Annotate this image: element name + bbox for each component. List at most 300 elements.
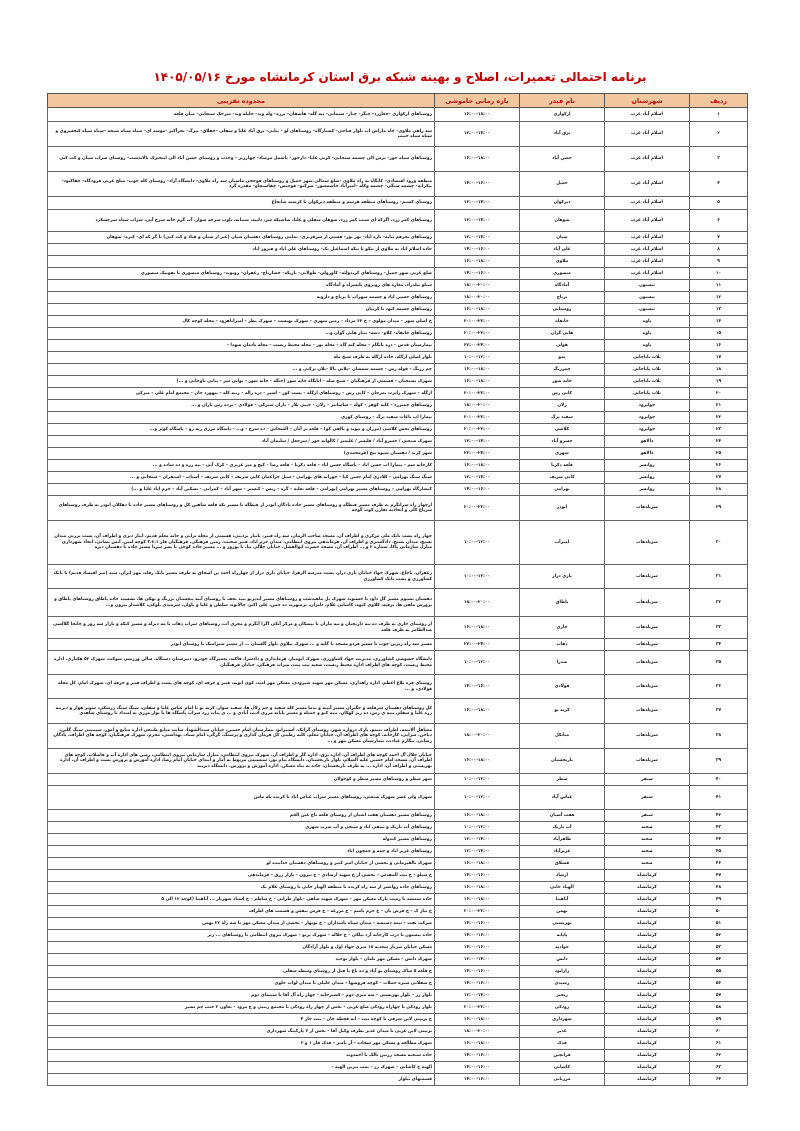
row-number-cell: ۲۷ <box>690 472 748 484</box>
table-row <box>48 496 748 521</box>
city-cell: اسلام آباد غرب <box>605 268 690 280</box>
feeder-cell: شوهان <box>520 210 605 232</box>
table-row <box>48 352 748 364</box>
time-cell: ۱۴:۰۰-۱۶:۰۰ <box>435 1062 520 1074</box>
feeder-cell: نارنجستان <box>520 749 605 774</box>
city-cell: کرمانشاه <box>605 1026 690 1038</box>
row-number-cell: ۱۷ <box>690 352 748 364</box>
feeder-cell: رشیدی <box>520 978 605 990</box>
row-number-cell: ۵۸ <box>690 1002 748 1014</box>
city-cell: سرپلذهاب <box>605 749 690 774</box>
table-row <box>48 1014 748 1026</box>
time-cell: ۲۰:۰۰-۲۲:۰۰ <box>435 412 520 424</box>
time-cell: ۱۲:۰۰-۱۴:۰۰ <box>435 990 520 1002</box>
city-cell: اسلام آباد غرب <box>605 147 690 172</box>
area-cell: جاده بیستون تا درب کارخانه آرد بیلکی – خ جلاله – شهرک پرتو – شهرک نیروی انتظامی تا روستاهای ... زیر <box>48 930 435 942</box>
time-cell: ۱۲:۰۰-۱۴:۰۰ <box>435 122 520 147</box>
city-cell: اسلام آباد غرب <box>605 197 690 210</box>
time-cell: ۱۰:۰۰-۱۲:۰۰ <box>435 822 520 834</box>
time-cell: ۱۲:۰۰-۱۴:۰۰ <box>435 472 520 484</box>
area-cell: روستای قره بلاغ اعظم، اداره راهداری، مسکن مهر شهید شیرودی، مسکن مهر امید، کوی اتوبه، قنبر و حرفه ای، کوچه های پشت و اطراف قنبر و حرفه ای، شهرک امام، کل محله فولادی، و ... <box>48 675 435 699</box>
city-cell: بیستون <box>605 292 690 304</box>
feeder-cell: کاشانی <box>520 1062 605 1074</box>
table-row <box>48 122 748 147</box>
time-cell: ۱۶:۰۰-۱۸:۰۰ <box>435 858 520 870</box>
table-header-row <box>48 94 748 108</box>
feeder-cell: روستایی <box>520 304 605 316</box>
table-row <box>48 328 748 340</box>
row-number-cell: ۶۱ <box>690 1038 748 1050</box>
feeder-cell: عزیزآباد <box>520 846 605 858</box>
feeder-cell: آب باریک <box>520 822 605 834</box>
area-cell: شهرک بسیجیان – قسمتی از فرهنگیان – شیخ صله – ابانگاه خانه شور (جنگه – خانه شور – بوانی سر – بنانی تاوخانی و ...) <box>48 376 435 388</box>
table-row <box>48 244 748 256</box>
time-cell: ۱۴:۰۰-۱۶:۰۰ <box>435 244 520 256</box>
table-row <box>48 268 748 280</box>
feeder-cell: پاطاق <box>520 589 605 617</box>
time-cell: ۱۴:۰۰-۱۶:۰۰ <box>435 675 520 699</box>
city-cell: سرپلذهاب <box>605 724 690 749</box>
table-row <box>48 364 748 376</box>
table-row <box>48 589 748 617</box>
area-cell: روستاهای تحرقم پنانه– تازه اباد– نور نور– قستی از سرقرنزی– تمامی روستاهای دهستان شیان (غیر از شیان و قباد و کت کنی) تا گر که ای– کنره– شوهان <box>48 232 435 244</box>
area-cell: سه راهی ملاوی– چاه ماراش اب بلوار فتاحی– کشتارگاه– روستاهای لو – بنانی– برق آباد علیا و سفلی –چقلاق– بیرگ– تجرآکبر –موسه ای– سیاه سیاه شیخه –سیاه سیاه کیخسروی و سیاه سیاه حبیب <box>48 122 435 147</box>
feeder-cell: آناهیتا <box>520 894 605 906</box>
area-cell: شهر سطر و روستاهای مسیر سطر و کوخولان <box>48 774 435 786</box>
feeder-cell: دانش <box>520 954 605 966</box>
row-number-cell: ۲۰ <box>690 388 748 400</box>
row-number-cell: ۶ <box>690 210 748 232</box>
feeder-cell: شهرداری <box>520 1014 605 1026</box>
area-cell: کنشارگاه بهرامی – روستاهای مسیر بهرامی (بهرامی – قلعه تعلیه – گره – ریس – کنستر – شهر آباد – کمرانی – نسکین آباد – خرم اباد علیا و ...) <box>48 484 435 496</box>
area-cell: روستاهای بخش کلاشی (مزران و بیوند و بالفی کو) – قلعه بر آبان – الشحاس – ده سرخ – و... – پاسگاه مرزی ریه رو – پاسگاه کوئر و... <box>48 424 435 436</box>
table-row <box>48 810 748 822</box>
feeder-cell: قشلاق <box>520 858 605 870</box>
row-number-cell: ۱۸ <box>690 364 748 376</box>
city-cell: دالاهو <box>605 436 690 448</box>
header-row-number: ردیف <box>690 94 748 108</box>
area-cell: جاده سنجبه مسجد رزنین تالک تا احمدوند <box>48 1050 435 1062</box>
time-cell: ۱۴:۰۰-۱۶:۰۰ <box>435 918 520 930</box>
feeder-cell: مبانکل <box>520 724 605 749</box>
time-cell: ۱۸:۰۰-۲۰:۰۰ <box>435 292 520 304</box>
time-cell: ۱۰:۰۰-۱۲:۰۰ <box>435 521 520 565</box>
table-row <box>48 565 748 589</box>
table-row <box>48 412 748 424</box>
feeder-cell: برناج <box>520 292 605 304</box>
row-number-cell: ۴۰ <box>690 774 748 786</box>
time-cell: ۱۲:۰۰-۱۴:۰۰ <box>435 954 520 966</box>
table-row <box>48 210 748 232</box>
time-cell: ۱۶:۰۰-۱۸:۰۰ <box>435 894 520 906</box>
time-cell: ۱۴:۰۰-۱۶:۰۰ <box>435 870 520 882</box>
time-cell: ۱۴:۰۰-۱۶:۰۰ <box>435 1050 520 1062</box>
feeder-cell: کلاشی <box>520 424 605 436</box>
table-row <box>48 197 748 210</box>
row-number-cell: ۲ <box>690 122 748 147</box>
feeder-cell: برق آباد <box>520 122 605 147</box>
area-cell: روستاهای خانقاه– کلاو– دشه– بیناز هانی گوان و... <box>48 328 435 340</box>
table-row <box>48 906 748 918</box>
table-row <box>48 400 748 412</box>
feeder-cell: بازی دراز <box>520 565 605 589</box>
time-cell: ۲۰:۰۰-۲۲:۰۰ <box>435 906 520 918</box>
time-cell: ۱۰:۰۰-۱۲:۰۰ <box>435 352 520 364</box>
table-row <box>48 1026 748 1038</box>
row-number-cell: ۴۷ <box>690 870 748 882</box>
row-number-cell: ۳۷ <box>690 699 748 724</box>
feeder-cell: فرانچین <box>520 1050 605 1062</box>
area-cell: خ شقلانی ستره جملات – کوچه فروشها – میدان خلیلی تا میدان لواب حلوی <box>48 978 435 990</box>
area-cell: چهار راه پشت بانک ملی مرکزی و اطراف آن، مسجد صاحب الزمان، سه راه قنبر، بانیار بزدینی، قسمتی از محله ترانی و خانه معلم قدیم، انبار دیزی و اطراف آن، پست بزرتی میدان بسیج، میدان بسیج، دادگستری و اطراف آن، فرماندهی نیروی انتظامی، میدان خرم اباد، قنبر صحبت، زمین فرهنگی، فرهنگیان فاز ۳،۲،۱ کوچه امین، آتش نشانی، اتحاد شهرداری منازل سازمانی پاکا، شماره ۲ و ... اطراف آن، مسجد حضرت ابوالفضل، خیابان جلالی نیا، تا نوروز و ... مسیر جاده کوچی تا نصر سرتا مسیر جاده تا دهستان دیره <box>48 521 435 565</box>
row-number-cell: ۵ <box>690 197 748 210</box>
time-cell: ۱۶:۰۰-۱۸:۰۰ <box>435 108 520 122</box>
area-cell: سنگ سنگ بهرامی – کلادری امام حسن کیا – خوزانه های بهرامی – سیل چراغمان کانی شریف – کانی شریف – آسیاب – اسنقران – سنجانی و ... <box>48 472 435 484</box>
city-cell: سرپلذهاب <box>605 589 690 617</box>
feeder-cell: رنجبر <box>520 990 605 1002</box>
city-cell: کرمانشاه <box>605 918 690 930</box>
feeder-cell: خسرو آباد <box>520 436 605 448</box>
time-cell: ۱۶:۰۰-۱۸:۰۰ <box>435 699 520 724</box>
area-cell: ازگله – شهرک زایرت نمرجان – کانی رش – روستاهای ازگله – پشت کور – اسپر – دره زاله – زینه کله – بنهورد جان – مجتمع امام علی – میرکی <box>48 388 435 400</box>
time-cell: ۱۸:۰۰-۲۰:۰۰ <box>435 1026 520 1038</box>
table-row <box>48 675 748 699</box>
area-cell: بلوار اصلی ازگله، جاده ازگله به طرف شیخ مله <box>48 352 435 364</box>
table-body <box>48 108 748 1086</box>
row-number-cell: ۲۵ <box>690 448 748 460</box>
row-number-cell: ۵۹ <box>690 1014 748 1026</box>
feeder-cell: دیرکوان <box>520 197 605 210</box>
row-number-cell: ۴ <box>690 172 748 197</box>
time-cell: ۱۰:۰۰-۱۲:۰۰ <box>435 774 520 786</box>
area-cell: شهر کرند / دهستان شیوه نیچ (قرمحمدی) <box>48 448 435 460</box>
city-cell: پاوه <box>605 328 690 340</box>
area-cell: زعفران، پاچاغ، شهرک جهاد خیابان بازی دراز، پشت مدرسه الزهرا، خیابان بازی دراز از چهارراه احمد بن اسحاق به طرف مسیر بانک رفاه، مهر ایران، سید (میر اقتصاد قدیم) تا بانک کشاورزی و پشت بانک کشاورزی <box>48 565 435 589</box>
feeder-cell: غدیر <box>520 1026 605 1038</box>
table-row <box>48 699 748 724</box>
feeder-cell: حمیل <box>520 172 605 197</box>
city-cell: سرپلذهاب <box>605 617 690 639</box>
feeder-cell: جوادیه <box>520 942 605 954</box>
area-cell: قسمتهای نیلوار <box>48 1074 435 1086</box>
row-number-cell: ۵۵ <box>690 966 748 978</box>
area-cell: خ قلعه ۵ ساک روستای نو آباد و ده باغ تا قبل از روستای وسطه سفلی <box>48 966 435 978</box>
area-cell: روستاهای مسیر دهستان هفت اشیان از روستای قلعه تاج عین الخم <box>48 810 435 822</box>
table-row <box>48 460 748 472</box>
row-number-cell: ۱۴ <box>690 316 748 328</box>
table-row <box>48 617 748 639</box>
time-cell: ۱۴:۰۰-۱۶:۰۰ <box>435 172 520 197</box>
row-number-cell: ۸ <box>690 244 748 256</box>
feeder-cell: ارکوازی <box>520 108 605 122</box>
time-cell: ۲۲:۰۰-۲۴:۰۰ <box>435 448 520 460</box>
area-cell: خ سیلو – خ بیت المقدس – بخشی از خ شهید ارشادی – ج بیرون – بازار رزق – فرماندهی <box>48 870 435 882</box>
area-cell: دانشگاه خصوصی کشاورزی، مدیریت جهاد کشاورزی، شهرک ابومبار، فرمانداری و دادسرا، فاکیه، تعمیرگاه خودرو، دبیرستان دستگاه، سالن ورزشی شوکت، شهرک ۵۲ هکتاری، اداره محیط زیست، کوچه های اطراف اداره محیط زیست، شعبه ثبت پیت، میراث فرهنگی، خیابان فرهنگیان <box>48 651 435 675</box>
feeder-cell: بمو <box>520 352 605 364</box>
feeder-cell: علی آباد <box>520 244 605 256</box>
table-row <box>48 834 748 846</box>
area-cell: خ نیاز ک – خ فرش بان – خ خرم یاشم – خ مزرعه – خ فرش بنفش و قسمت های اطراف <box>48 906 435 918</box>
row-number-cell: ۱۱ <box>690 280 748 292</box>
row-number-cell: ۴۶ <box>690 858 748 870</box>
city-cell: کرمانشاه <box>605 1074 690 1086</box>
city-cell: روانسر <box>605 460 690 472</box>
table-row <box>48 786 748 810</box>
city-cell: کرمانشاه <box>605 1062 690 1074</box>
city-cell: کرمانشاه <box>605 1002 690 1014</box>
feeder-cell: ذهاب <box>520 639 605 651</box>
city-cell: ثلاث باباجانی <box>605 364 690 376</box>
row-number-cell: ۶۳ <box>690 1062 748 1074</box>
outage-schedule-table <box>47 93 748 1086</box>
row-number-cell: ۵۶ <box>690 978 748 990</box>
time-cell: ۱۴:۰۰-۱۶:۰۰ <box>435 966 520 978</box>
area-cell: شهرک مطالعه و مسکن مهر سجاده – آر پامتر – فدک فاز ۱ و ۲ <box>48 1038 435 1050</box>
city-cell: صحنه <box>605 846 690 858</box>
time-cell: ۱۰:۰۰-۱۲:۰۰ <box>435 786 520 810</box>
feeder-cell: سطر <box>520 774 605 786</box>
table-row <box>48 894 748 906</box>
time-cell: ۱۶:۰۰-۱۸:۰۰ <box>435 376 520 388</box>
row-number-cell: ۴۳ <box>690 822 748 834</box>
feeder-cell: شهری <box>520 448 605 460</box>
city-cell: سنقر <box>605 786 690 810</box>
area-cell: مسکن خیابان سرباز سعدیه ۱۸ متری جهاد اول و بلوار آزادگان <box>48 942 435 954</box>
city-cell: کرمانشاه <box>605 990 690 1002</box>
city-cell: دالاهو <box>605 448 690 460</box>
time-cell: ۱۶:۰۰-۱۸:۰۰ <box>435 364 520 376</box>
header-time: بازه زمانی خاموشی <box>435 94 520 108</box>
time-cell: ۱۲:۰۰-۱۴:۰۰ <box>435 834 520 846</box>
table-row <box>48 858 748 870</box>
row-number-cell: ۳۴ <box>690 639 748 651</box>
city-cell: کرمانشاه <box>605 942 690 954</box>
feeder-cell: فدک <box>520 1038 605 1050</box>
table-row <box>48 232 748 244</box>
area-cell: شهرک دانش – مسکن مهر نلمان – بلوار توحید <box>48 954 435 966</box>
city-cell: کرمانشاه <box>605 882 690 894</box>
time-cell: ۱۶:۰۰-۱۸:۰۰ <box>435 256 520 268</box>
city-cell: کرمانشاه <box>605 1014 690 1026</box>
time-cell: ۱۶:۰۰-۱۸:۰۰ <box>435 749 520 774</box>
table-row <box>48 388 748 400</box>
city-cell: جوانرود <box>605 400 690 412</box>
feeder-cell: شیان <box>520 232 605 244</box>
row-number-cell: ۲۸ <box>690 484 748 496</box>
feeder-cell: کرنه نو <box>520 699 605 724</box>
area-cell: بیمارستان قدس – دره بانگام – محله کته گاه – محله بوز – محله محیط زیست – محله یادمان شهدا – <box>48 340 435 352</box>
area-cell: روستاهای مسیر کندوله <box>48 834 435 846</box>
time-cell: ۲۰:۰۰-۲۲:۰۰ <box>435 328 520 340</box>
table-row <box>48 651 748 675</box>
area-cell: بلوار رز – بلوار بهزیستی – سه متری دوم – کشترخانه – چهار راه آل آقا تا سینمای دوم <box>48 990 435 1002</box>
time-cell: ۱۸:۰۰-۲۰:۰۰ <box>435 724 520 749</box>
row-number-cell: ۴۹ <box>690 894 748 906</box>
time-cell: ۱۴:۰۰-۱۶:۰۰ <box>435 1074 520 1086</box>
row-number-cell: ۵۰ <box>690 906 748 918</box>
table-row <box>48 108 748 122</box>
city-cell: روانسر <box>605 472 690 484</box>
area-cell: سیلو بیلدراد، مغازه های روبروی پلیسراه و آمادگاه <box>48 280 435 292</box>
feeder-cell: خانقاه <box>520 316 605 328</box>
area-cell: مسیر سه راه ریزین جوب تا مسیر فردو مسجد با گلیه و ... شهرک بیلاوی بلوار گلستان ... از مسیر سیرامیک تا روستای ابوذر <box>48 639 435 651</box>
city-cell: سرپلذهاب <box>605 639 690 651</box>
row-number-cell: ۲۴ <box>690 436 748 448</box>
city-cell: ثلاث باباجانی <box>605 388 690 400</box>
feeder-cell: کانی رش <box>520 388 605 400</box>
time-cell: ۱۴:۰۰-۱۶:۰۰ <box>435 484 520 496</box>
table-row <box>48 966 748 978</box>
time-cell: ۱۸:۰۰-۲۰:۰۰ <box>435 400 520 412</box>
row-number-cell: ۴۸ <box>690 882 748 894</box>
row-number-cell: ۲۶ <box>690 460 748 472</box>
time-cell: ۱۲:۰۰-۱۴:۰۰ <box>435 210 520 232</box>
row-number-cell: ۴۲ <box>690 810 748 822</box>
feeder-cell: بهزیستی <box>520 918 605 930</box>
area-cell: شرکت نفت – تیمه دستشه – میدان سپاه پاسداران – خ نوبهار – بخشی از میدان مسکن مهر تا سه راه ۲۲ بهمن <box>48 918 435 930</box>
feeder-cell: عباس آباد <box>520 786 605 810</box>
header-feeder: نام فیدر <box>520 94 605 108</box>
table-row <box>48 846 748 858</box>
city-cell: سرپلذهاب <box>605 675 690 699</box>
row-number-cell: ۳۶ <box>690 675 748 699</box>
table-row <box>48 472 748 484</box>
city-cell: کرمانشاه <box>605 954 690 966</box>
time-cell: ۱۲:۰۰-۱۴:۰۰ <box>435 232 520 244</box>
row-number-cell: ۴۱ <box>690 786 748 810</box>
table-row <box>48 724 748 749</box>
city-cell: کرمانشاه <box>605 870 690 882</box>
time-cell: ۱۶:۰۰-۱۸:۰۰ <box>435 1038 520 1050</box>
table-row <box>48 436 748 448</box>
row-number-cell: ۱۲ <box>690 292 748 304</box>
area-cell: روستاهای کمر زرد، اگرکه ای شبت کمر زرد، شوهان سفلی و علیا، شاشیکه سر، دلیبه، شنبانه، تاوت سرخه سوار، آب گرم خانه سرخ آبی، سراب سیاه سرچشکرد <box>48 210 435 232</box>
table-row <box>48 978 748 990</box>
city-cell: روانسر <box>605 484 690 496</box>
city-cell: سنقر <box>605 810 690 822</box>
area-cell: کل روستاهای دهستان سرقلعه و جگیران مسیر آبینه و ندما مسیر کله سفید و چم زلال ها، سفید سوار، کرنه نو تا امام عباس علیا و سفلی، سنگ سنگ زرشکی، سوبر هوار و دیرینه زره علیا و سفلی تنبه ی رش، ده زیر کهکان، تنبه کنو و خمیله و مسیر پایانه مرزی ادیب آبادی و ... ی بنات زرد سراب پاسگاه ها تا نوار مرزی به امتداد تا روستای شاهدی <box>48 699 435 724</box>
table-row <box>48 918 748 930</box>
area-cell: چم زرنگ – قوله رش – چشمه شمشان –بلاتی بالا –بلان ترکنی و ... <box>48 364 435 376</box>
city-cell: اسلام آباد غرب <box>605 172 690 197</box>
table-row <box>48 484 748 496</box>
time-cell: ۱۴:۰۰-۱۶:۰۰ <box>435 268 520 280</box>
time-cell: ۱۲:۰۰-۱۴:۰۰ <box>435 846 520 858</box>
area-cell: جاده شمشه تا زمیت پارک مسکن مهر – شهرک شهید شاهی –بلوار طرانی – خ ساطم – خ استاد شهریار ... آناهیتا (کوچه ۱۲ الی ۵ <box>48 894 435 906</box>
row-number-cell: ۹ <box>690 256 748 268</box>
city-cell: صحنه <box>605 858 690 870</box>
feeder-cell: جاری <box>520 617 605 639</box>
time-cell: ۱۴:۰۰-۱۶:۰۰ <box>435 930 520 942</box>
table-row <box>48 376 748 388</box>
city-cell: اسلام آباد غرب <box>605 256 690 268</box>
row-number-cell: ۳۹ <box>690 749 748 774</box>
table-row <box>48 954 748 966</box>
city-cell: اسلام آباد غرب <box>605 108 690 122</box>
time-cell: ۱۸:۰۰-۲۰:۰۰ <box>435 589 520 617</box>
city-cell: بیستون <box>605 304 690 316</box>
area-cell: روستاهای آب باریک و بنیفی اباد و شیخی و آب شرب شهری <box>48 822 435 834</box>
feeder-cell: زاراتود <box>520 966 605 978</box>
row-number-cell: ۴۵ <box>690 846 748 858</box>
area-cell: خ تربیتی لاین شرقی تا کوچه ثبت – ابه فحطه جان – بیت خاز ۴ <box>48 1014 435 1026</box>
city-cell: صحنه <box>605 834 690 846</box>
city-cell: سرپلذهاب <box>605 565 690 589</box>
city-cell: کرمانشاه <box>605 930 690 942</box>
feeder-cell: زلان <box>520 400 605 412</box>
area-cell: شهرک صنعتی / خسرو آباد / قلیسر / علیمیر / کالوانه خور / سرجعل / سلیمان آباد <box>48 436 435 448</box>
time-cell: ۲۰:۰۰-۲۲:۰۰ <box>435 388 520 400</box>
time-cell: ۲۰:۰۰-۲۲:۰۰ <box>435 1002 520 1014</box>
table-row <box>48 292 748 304</box>
area-cell: جاده اسلام اباد به ملاوی از تنکو تا تنکه اسماعیل بک– روستاهای علی اباد و فیروز اباد <box>48 244 435 256</box>
feeder-cell: هانی گران <box>520 328 605 340</box>
row-number-cell: ۷ <box>690 232 748 244</box>
row-number-cell: ۳۵ <box>690 651 748 675</box>
city-cell: سرپلذهاب <box>605 521 690 565</box>
city-cell: کرمانشاه <box>605 966 690 978</box>
city-cell: سرپلذهاب <box>605 651 690 675</box>
table-row <box>48 749 748 774</box>
time-cell: ۱۲:۰۰-۱۴:۰۰ <box>435 197 520 210</box>
area-cell: خ اصلی شهر – میدان مولوی – خ ۲۲ مرداد – زمین شهری – شهرک تهیست – شهرک نظر – امیراباهرود – محله کوچه کال <box>48 316 435 328</box>
row-number-cell: ۳ <box>690 147 748 172</box>
time-cell: ۱۲:۰۰-۱۴:۰۰ <box>435 436 520 448</box>
row-number-cell: ۵۴ <box>690 954 748 966</box>
area-cell: بیمارا اب باغات سفید برگ – روستای کوری <box>48 412 435 424</box>
area-cell: روستاهای سیاه خور– ترس الی چشمه سنجابی– کربی علیا– دارخور– باشمل مرصاد– چهارزبر – وحدت و روستای حسن آباد الی انتخبرک تالاندشت– روستای سراب شیان و کت کنی <box>48 147 435 172</box>
table-row <box>48 340 748 352</box>
feeder-cell: پاپانه <box>520 930 605 942</box>
area-cell: روستاهای چمبزرد – کلیه کوهر – کوله – ساسانبر – زلان – جینی بلاز – باران سبزکی – فولادی – پرده رش باران و ... <box>48 400 435 412</box>
time-cell: ۱۴:۰۰-۱۶:۰۰ <box>435 942 520 954</box>
row-number-cell: ۲۳ <box>690 424 748 436</box>
table-row <box>48 280 748 292</box>
header-city: شهرستان <box>605 94 690 108</box>
city-cell: اسلام آباد غرب <box>605 232 690 244</box>
area-cell: بلوار رودکی تا چهاراه رودکی ضلع غربی – بخش از چهار راه رودکی تا مجتمع زنتیی و خ مرود – تعاون ۲ جنب چم بشیر <box>48 1002 435 1014</box>
table-row <box>48 521 748 565</box>
feeder-cell: فولادی <box>520 675 605 699</box>
time-cell: ۱۶:۰۰-۱۸:۰۰ <box>435 304 520 316</box>
table-row <box>48 1074 748 1086</box>
area-cell: روستاهای حسین اباد و چشمه سهراب تا برناج و دارونه <box>48 292 435 304</box>
city-cell: پاوه <box>605 340 690 352</box>
area-cell: الهیه خ کاشانی – شهرک رز – پمپ بنزین الهیه – <box>48 1062 435 1074</box>
row-number-cell: ۵۱ <box>690 918 748 930</box>
feeder-cell: بهرامی <box>520 484 605 496</box>
time-cell: ۱۰:۰۰-۱۲:۰۰ <box>435 565 520 589</box>
row-number-cell: ۱۰ <box>690 268 748 280</box>
city-cell: اسلام آباد غرب <box>605 244 690 256</box>
area-cell: ازچهار راه سرابگرم به طرف مسیر قبطگه و روستاهای مسیر جاده پادگان ابوذر از قبطگه تا مسیر تکه قلعه شاهین کل و روستاهای مسیر جاده تا دهکلان ابوذر به طرف روستاهای سرپاغ کلی و اتحادیه تقارن کوب گوچه <box>48 496 435 521</box>
area-cell: روستاهای چشمه کبود تا کرنیان <box>48 304 435 316</box>
row-number-cell: ۱۵ <box>690 328 748 340</box>
table-row <box>48 930 748 942</box>
row-number-cell: ۱۳ <box>690 304 748 316</box>
row-number-cell: ۱۶ <box>690 340 748 352</box>
table-row <box>48 990 748 1002</box>
row-number-cell: ۲۲ <box>690 412 748 424</box>
table-row <box>48 774 748 786</box>
table-row <box>48 172 748 197</box>
city-cell: ثلاث باباجانی <box>605 376 690 388</box>
table-row <box>48 1002 748 1014</box>
table-row <box>48 256 748 268</box>
time-cell: ۱۴:۰۰-۱۶:۰۰ <box>435 978 520 990</box>
feeder-cell: صدرا <box>520 651 605 675</box>
time-cell: ۱۶:۰۰-۱۸:۰۰ <box>435 617 520 639</box>
